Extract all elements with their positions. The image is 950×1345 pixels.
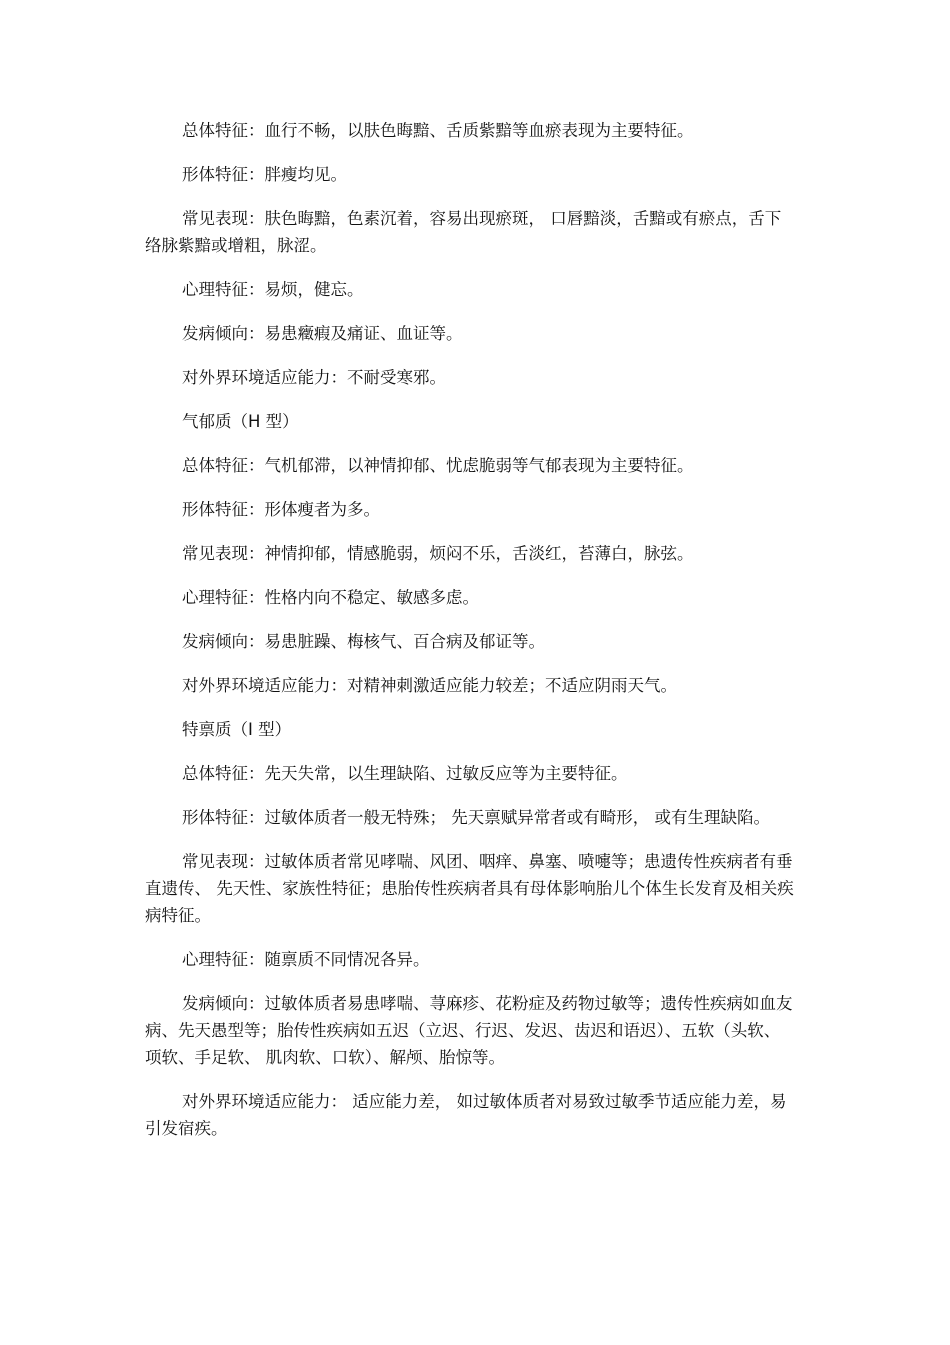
paragraph-special-adaptability: 对外界环境适应能力： 适应能力差， 如过敏体质者对易致过敏季节适应能力差，易引发宿疾。 (145, 1092, 787, 1138)
document-body (145, 117, 795, 1159)
paragraph-special-tendency: 发病倾向：过敏体质者易患哮喘、荨麻疹、花粉症及药物过敏等；遗传性疾病如血友病、先天愚型等；胎传性疾病如五迟（立迟、行迟、发迟、齿迟和语迟）、五软（头软、项软、手足软、 肌肉软、口软）、解颅、胎惊等。 (145, 994, 793, 1067)
paragraph-special-body: 形体特征：过敏体质者一般无特殊； 先天禀赋异常者或有畸形， 或有生理缺陷。 (182, 808, 770, 827)
paragraph-special-symptoms: 常见表现：过敏体质者常见哮喘、风团、咽痒、鼻塞、喷嚏等；患遗传性疾病者有垂直遗传、 先天性、家族性特征；患胎传性疾病者具有母体影响胎儿个体生长发育及相关疾病特征。 (145, 852, 794, 925)
paragraph-qi-stagnation-tendency: 发病倾向：易患脏躁、梅核气、百合病及郁证等。 (182, 632, 545, 651)
section-heading-qi-stagnation: 气郁质（H 型） (182, 412, 299, 431)
paragraph-qi-stagnation-adaptability: 对外界环境适应能力：对精神刺激适应能力较差；不适应阴雨天气。 (182, 676, 677, 695)
paragraph-blood-stasis-body: 形体特征：胖瘦均见。 (182, 165, 347, 184)
paragraph-qi-stagnation-overall: 总体特征：气机郁滞，以神情抑郁、忧虑脆弱等气郁表现为主要特征。 (182, 456, 694, 475)
paragraph-blood-stasis-tendency: 发病倾向：易患癥瘕及痛证、血证等。 (182, 324, 463, 343)
paragraph-blood-stasis-symptoms: 常见表现：肤色晦黯，色素沉着，容易出现瘀斑， 口唇黯淡，舌黯或有瘀点，舌下络脉紫黯或增粗，脉涩。 (145, 209, 782, 255)
paragraph-qi-stagnation-body: 形体特征：形体瘦者为多。 (182, 500, 380, 519)
paragraph-qi-stagnation-symptoms: 常见表现：神情抑郁，情感脆弱，烦闷不乐，舌淡红，苔薄白，脉弦。 (182, 544, 694, 563)
section-heading-special-constitution: 特禀质（I 型） (182, 720, 292, 739)
paragraph-special-mind: 心理特征：随禀质不同情况各异。 (182, 950, 430, 969)
paragraph-blood-stasis-adaptability: 对外界环境适应能力：不耐受寒邪。 (182, 368, 446, 387)
paragraph-qi-stagnation-mind: 心理特征：性格内向不稳定、敏感多虑。 (182, 588, 479, 607)
paragraph-blood-stasis-overall: 总体特征：血行不畅，以肤色晦黯、舌质紫黯等血瘀表现为主要特征。 (182, 121, 694, 140)
paragraph-blood-stasis-mind: 心理特征：易烦，健忘。 (182, 280, 364, 299)
paragraph-special-overall: 总体特征：先天失常，以生理缺陷、过敏反应等为主要特征。 (182, 764, 628, 783)
